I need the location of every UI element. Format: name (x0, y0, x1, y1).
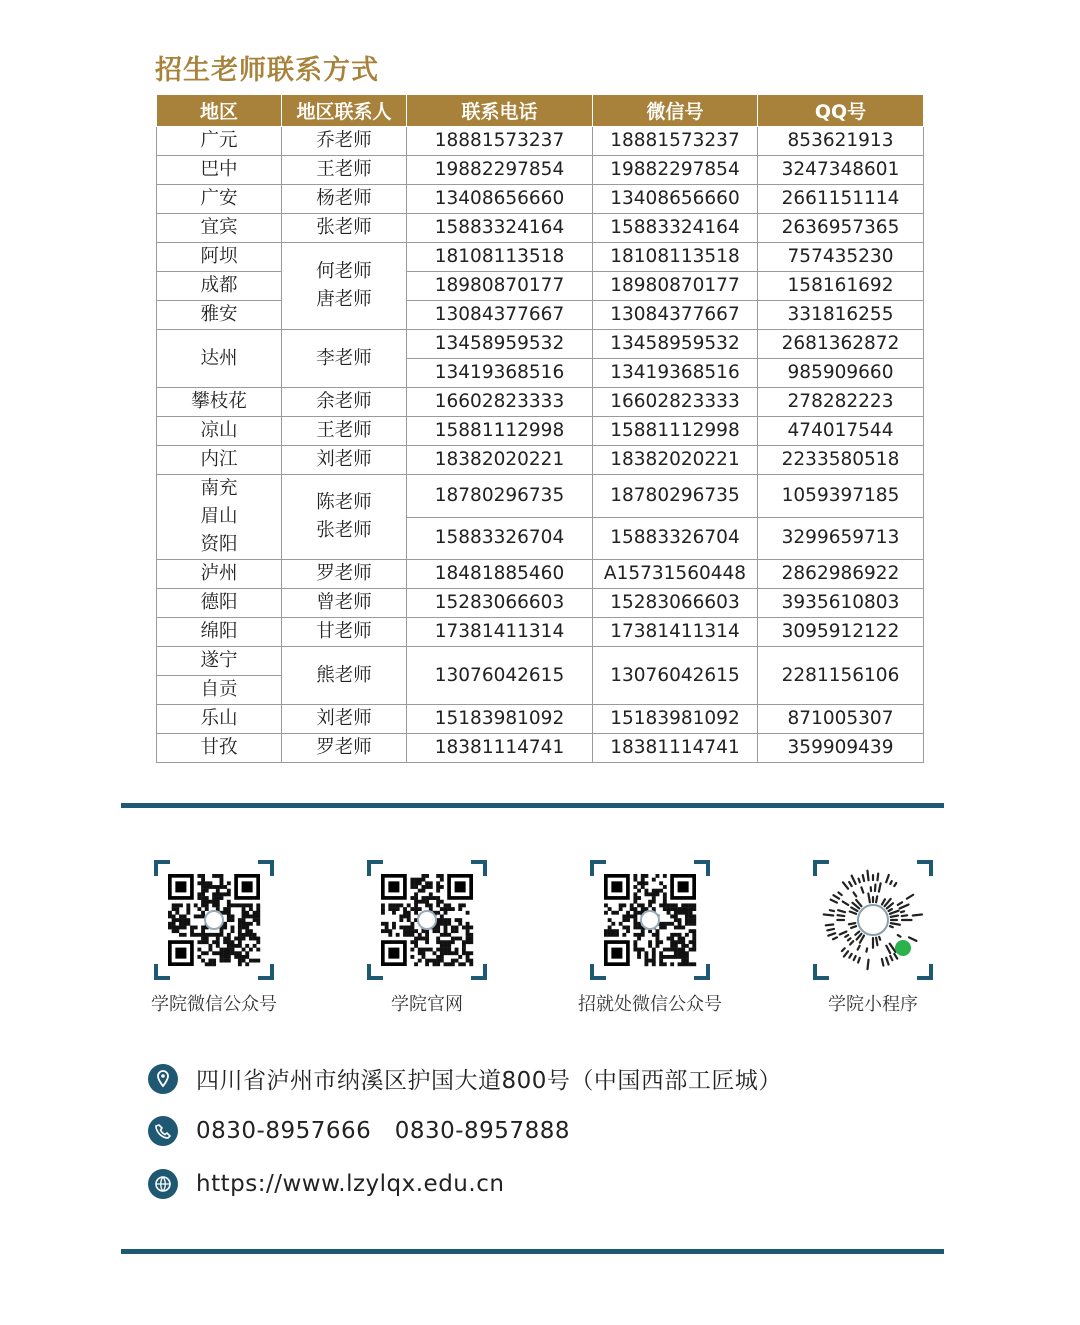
phone-cell: 13419368516 (407, 359, 593, 388)
region-cell: 巴中 (157, 156, 282, 185)
region-cell: 宜宾 (157, 214, 282, 243)
page-title: 招生老师联系方式 (155, 55, 379, 86)
table-row (157, 185, 924, 214)
contact-cell: 曾老师 (282, 589, 407, 618)
wechat-cell: 15881112998 (593, 417, 758, 446)
region-cell: 凉山 (157, 417, 282, 446)
wechat-cell: 18382020221 (593, 446, 758, 475)
contact-cell: 李老师 (282, 330, 407, 388)
qr-label-wechat-account: 学院微信公众号 (151, 994, 277, 1015)
contact-cell: 杨老师 (282, 185, 407, 214)
phone-cell: 13076042615 (407, 647, 593, 705)
bottom-divider (121, 1249, 944, 1254)
table-row (157, 301, 924, 330)
location-pin-icon (148, 1064, 178, 1094)
region-cell: 自贡 (157, 676, 282, 705)
qq-cell: 2681362872 (758, 330, 924, 359)
phone-cell: 18980870177 (407, 272, 593, 301)
wechat-cell: 15183981092 (593, 705, 758, 734)
phone-cell: 13084377667 (407, 301, 593, 330)
address-row (148, 1062, 782, 1095)
contact-cell: 王老师 (282, 417, 407, 446)
phone-cell: 17381411314 (407, 618, 593, 647)
region-name: 资阳 (200, 534, 238, 555)
contact-cell (282, 243, 407, 330)
region-cell: 达州 (157, 330, 282, 388)
qq-cell: 331816255 (758, 301, 924, 330)
qq-cell: 2281156106 (758, 647, 924, 705)
website-qr-code-icon[interactable] (367, 860, 487, 980)
phone-cell: 15283066603 (407, 589, 593, 618)
contact-cell: 熊老师 (282, 647, 407, 705)
region-cell: 甘孜 (157, 734, 282, 763)
phone-cell: 15881112998 (407, 417, 593, 446)
qr-label-mini-program: 学院小程序 (828, 994, 918, 1015)
phone-cell: 18481885460 (407, 560, 593, 589)
region-cell: 内江 (157, 446, 282, 475)
phone-icon (148, 1116, 178, 1146)
header-wechat: 微信号 (593, 95, 758, 127)
region-name: 眉山 (200, 506, 238, 527)
qq-cell: 3299659713 (758, 517, 924, 560)
qq-cell: 757435230 (758, 243, 924, 272)
wechat-cell: 17381411314 (593, 618, 758, 647)
qq-cell: 853621913 (758, 127, 924, 156)
region-cell: 广元 (157, 127, 282, 156)
contact-cell: 余老师 (282, 388, 407, 417)
phone-cell: 18382020221 (407, 446, 593, 475)
region-cell: 德阳 (157, 589, 282, 618)
phone-cell: 13458959532 (407, 330, 593, 359)
phone-cell: 19882297854 (407, 156, 593, 185)
qq-cell: 359909439 (758, 734, 924, 763)
contact-name: 何老师 (316, 261, 372, 282)
wechat-cell: 15883326704 (593, 517, 758, 560)
table-row (157, 734, 924, 763)
qq-cell: 3095912122 (758, 618, 924, 647)
qq-cell: 3935610803 (758, 589, 924, 618)
wechat-cell: 16602823333 (593, 388, 758, 417)
wechat-cell: 18881573237 (593, 127, 758, 156)
table-row (157, 330, 924, 359)
qq-cell: 158161692 (758, 272, 924, 301)
header-phone: 联系电话 (407, 95, 593, 127)
qq-cell: 278282223 (758, 388, 924, 417)
contact-cell: 乔老师 (282, 127, 407, 156)
region-cell: 乐山 (157, 705, 282, 734)
wechat-cell: 18108113518 (593, 243, 758, 272)
contacts-table (156, 94, 924, 763)
website-row (148, 1169, 504, 1199)
region-name: 南充 (200, 478, 238, 499)
wechat-cell: 13076042615 (593, 647, 758, 705)
region-cell: 广安 (157, 185, 282, 214)
wechat-cell: 13458959532 (593, 330, 758, 359)
wechat-account-qr-code-icon[interactable] (154, 860, 274, 980)
wechat-cell: 13084377667 (593, 301, 758, 330)
region-cell: 遂宁 (157, 647, 282, 676)
region-cell: 泸州 (157, 560, 282, 589)
contact-cell: 罗老师 (282, 560, 407, 589)
top-divider (121, 803, 944, 808)
table-row (157, 560, 924, 589)
qq-cell: 3247348601 (758, 156, 924, 185)
table-row (157, 618, 924, 647)
employment-office-qr-code-icon[interactable] (590, 860, 710, 980)
contact-name: 张老师 (316, 520, 372, 541)
address-text: 四川省泸州市纳溪区护国大道800号（中国西部工匠城） (196, 1068, 782, 1094)
table-row (157, 417, 924, 446)
table-row (157, 127, 924, 156)
region-cell: 绵阳 (157, 618, 282, 647)
wechat-cell: 19882297854 (593, 156, 758, 185)
qq-cell: 2636957365 (758, 214, 924, 243)
header-region: 地区 (157, 95, 282, 127)
region-cell: 攀枝花 (157, 388, 282, 417)
table-row (157, 705, 924, 734)
table-row (157, 589, 924, 618)
wechat-cell: 15883324164 (593, 214, 758, 243)
qq-cell: 2661151114 (758, 185, 924, 214)
contact-name: 唐老师 (316, 289, 372, 310)
qr-label-website: 学院官网 (391, 994, 463, 1015)
phone-cell: 15183981092 (407, 705, 593, 734)
contact-cell: 刘老师 (282, 705, 407, 734)
phone-cell: 13408656660 (407, 185, 593, 214)
phone-cell: 18381114741 (407, 734, 593, 763)
qr-label-employment-office: 招就处微信公众号 (578, 994, 722, 1015)
header-qq: QQ号 (758, 95, 924, 127)
globe-icon (148, 1169, 178, 1199)
table-row (157, 647, 924, 676)
qq-cell: 1059397185 (758, 475, 924, 518)
contact-cell: 刘老师 (282, 446, 407, 475)
region-cell: 雅安 (157, 301, 282, 330)
table-row (157, 475, 924, 518)
table-row (157, 446, 924, 475)
contact-cell: 张老师 (282, 214, 407, 243)
qq-cell: 2862986922 (758, 560, 924, 589)
phone-cell: 18108113518 (407, 243, 593, 272)
wechat-cell: A15731560448 (593, 560, 758, 589)
phone-cell: 18780296735 (407, 475, 593, 518)
contact-cell (282, 475, 407, 560)
table-row (157, 243, 924, 272)
region-cell (157, 475, 282, 560)
phone-cell: 15883324164 (407, 214, 593, 243)
qq-cell: 474017544 (758, 417, 924, 446)
table-header-row (157, 95, 924, 127)
wechat-cell: 18381114741 (593, 734, 758, 763)
contact-cell: 罗老师 (282, 734, 407, 763)
contact-name: 陈老师 (316, 492, 372, 513)
phone-row (148, 1116, 570, 1146)
table-row (157, 214, 924, 243)
header-contact: 地区联系人 (282, 95, 407, 127)
phone-cell: 15883326704 (407, 517, 593, 560)
wechat-cell: 13419368516 (593, 359, 758, 388)
wechat-cell: 18780296735 (593, 475, 758, 518)
mini-program-code-icon[interactable] (813, 860, 933, 980)
contact-cell: 甘老师 (282, 618, 407, 647)
qq-cell: 871005307 (758, 705, 924, 734)
website-link[interactable]: https://www.lzylqx.edu.cn (196, 1171, 505, 1197)
wechat-cell: 18980870177 (593, 272, 758, 301)
region-cell: 成都 (157, 272, 282, 301)
contact-cell: 王老师 (282, 156, 407, 185)
wechat-cell: 13408656660 (593, 185, 758, 214)
table-row (157, 272, 924, 301)
qq-cell: 985909660 (758, 359, 924, 388)
phone-numbers-text: 0830-8957666 0830-8957888 (196, 1118, 570, 1144)
table-row (157, 388, 924, 417)
wechat-cell: 15283066603 (593, 589, 758, 618)
qq-cell: 2233580518 (758, 446, 924, 475)
phone-cell: 18881573237 (407, 127, 593, 156)
phone-cell: 16602823333 (407, 388, 593, 417)
table-row (157, 156, 924, 185)
region-cell: 阿坝 (157, 243, 282, 272)
